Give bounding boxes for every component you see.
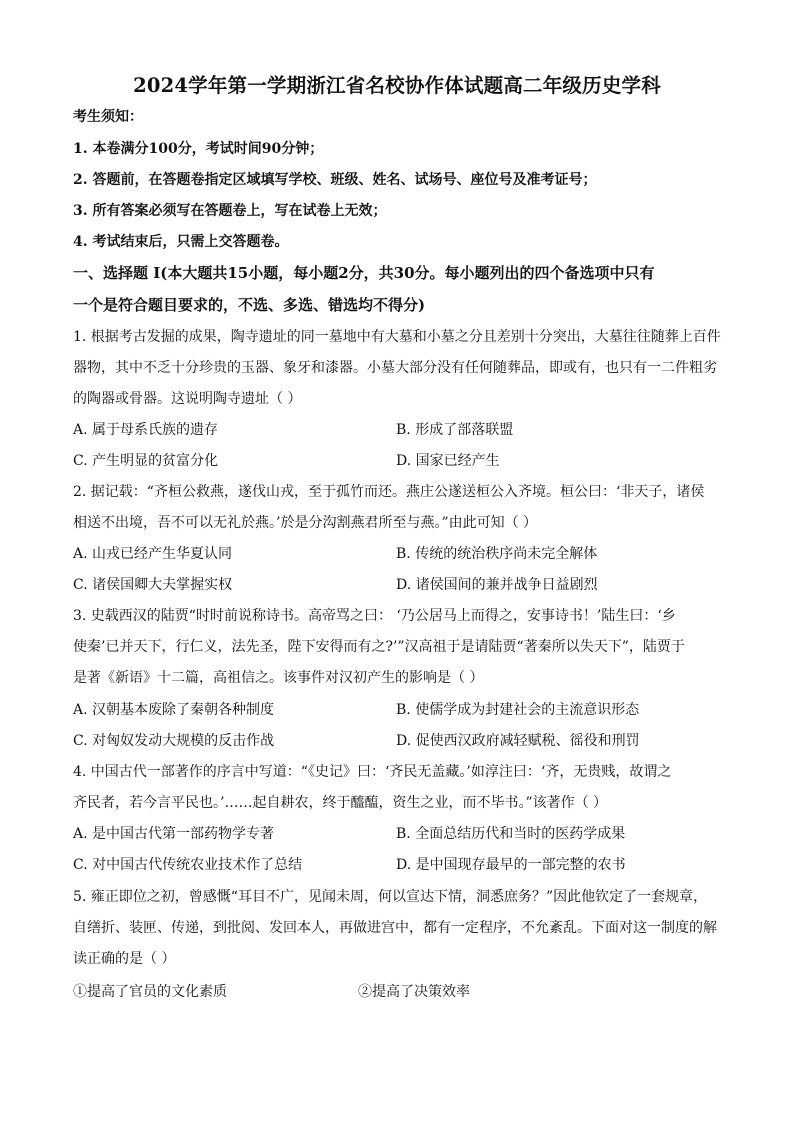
option-b: B. 传统的统治秩序尚未完全解体: [396, 546, 598, 562]
option-b: B. 全面总结历代和当时的医药学成果: [396, 826, 626, 842]
option-1: ①提高了官员的文化素质: [73, 984, 227, 1000]
question-stem: 5. 雍正即位之初，曾感慨“耳目不广，见闻未周，何以宣达下情，洞悉庶务？”因此他钦定了一套规章，: [73, 889, 708, 905]
question-stem: 4. 中国古代一部著作的序言中写道：“《史记》曰：‘齐民无盖藏。’如淳注曰：‘齐，无贵贱，故谓之: [73, 764, 672, 780]
option-c: C. 产生明显的贫富分化: [73, 453, 219, 469]
question-stem: 相送不出境，吾不可以无礼於燕。’於是分沟割燕君所至与燕。”由此可知（ ）: [73, 515, 538, 531]
notice-item: 2. 答题前，在答题卷指定区域填写学校、班级、姓名、试场号、座位号及准考证号；: [73, 172, 597, 188]
section-heading: 一、选择题 Ⅰ(本大题共15小题，每小题2分，共30分。每小题列出的四个备选项中只有: [73, 264, 655, 282]
question-stem: 2. 据记载：“齐桓公救燕，遂伐山戎，至于孤竹而还。燕庄公遂送桓公入齐境。桓公曰：‘非天子，诸侯: [73, 484, 705, 500]
option-d: D. 诸侯国间的兼并战争日益剧烈: [396, 577, 598, 593]
section-heading: 一个是符合题目要求的，不选、多选、错选均不得分): [73, 296, 426, 314]
option-a: A. 山戎已经产生华夏认同: [73, 546, 233, 562]
option-c: C. 对中国古代传统农业技术作了总结: [73, 857, 303, 873]
question-stem: 使秦’已并天下，行仁义，法先圣，陛下安得而有之?’”汉高祖于是请陆贾“著秦所以失天下”，陆贾于: [73, 639, 685, 655]
option-b: B. 使儒学成为封建社会的主流意识形态: [396, 702, 640, 718]
option-d: D. 促使西汉政府减轻赋税、徭役和刑罚: [396, 733, 640, 749]
question-stem: 器物，其中不乏十分珍贵的玉器、象牙和漆器。小墓大部分没有任何随葬品，即或有，也只有一二件粗劣: [73, 360, 717, 376]
notice-item: 1. 本卷满分100分，考试时间90分钟；: [73, 141, 324, 157]
question-stem: 是著《新语》十二篇，高祖信之。该事件对汉初产生的影响是（ ）: [73, 670, 484, 686]
notice-item: 3. 所有答案必须写在答题卷上，写在试卷上无效；: [73, 203, 387, 219]
option-c: C. 对匈奴发动大规模的反击作战: [73, 733, 275, 749]
option-d: D. 是中国现存最早的一部完整的农书: [396, 857, 626, 873]
option-d: D. 国家已经产生: [396, 453, 500, 469]
option-a: A. 属于母系氏族的遗存: [73, 422, 219, 438]
question-stem: 自缮折、装匣、传递，到批阅、发回本人，再做进宫中，都有一定程序，不允紊乱。下面对这一制度的解: [73, 920, 717, 936]
question-stem: 1. 根据考古发掘的成果，陶寺遗址的同一墓地中有大墓和小墓之分且差别十分突出，大墓往往随葬上百件: [73, 329, 721, 345]
question-stem: 的陶器或骨器。这说明陶寺遗址（ ）: [73, 391, 302, 407]
option-a: A. 汉朝基本废除了秦朝各种制度: [73, 702, 275, 718]
question-stem: 读正确的是（ ）: [73, 951, 176, 967]
option-b: B. 形成了部落联盟: [396, 422, 514, 438]
option-c: C. 诸侯国卿大夫掌握实权: [73, 577, 233, 593]
page-title: 2024学年第一学期浙江省名校协作体试题高二年级历史学科: [133, 74, 661, 97]
question-stem: 3. 史载西汉的陆贾“时时前说称诗书。高帝骂之曰： ‘乃公居马上而得之，安事诗书！’陆生曰：‘乡: [73, 608, 676, 624]
notice-item: 4. 考试结束后，只需上交答题卷。: [73, 234, 289, 250]
notice-heading: 考生须知：: [73, 109, 143, 125]
option-2: ②提高了决策效率: [358, 984, 470, 1000]
option-a: A. 是中国古代第一部药物学专著: [73, 826, 275, 842]
question-stem: 齐民者，若今言平民也。’……起自耕农，终于醯醢，资生之业，而不毕书。”该著作（ ）: [73, 795, 608, 811]
